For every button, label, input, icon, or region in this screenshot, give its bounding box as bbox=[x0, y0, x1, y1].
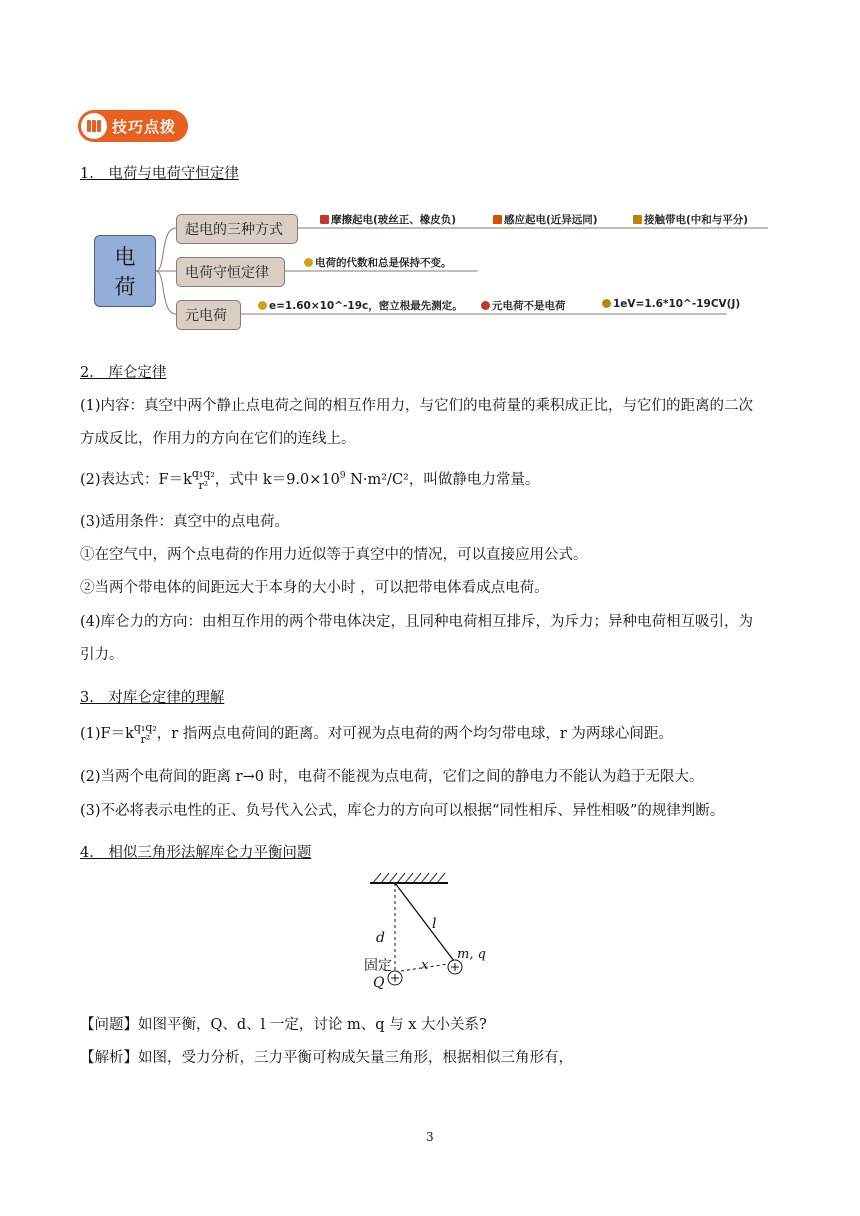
branch-conservation: 电荷守恒定律 bbox=[176, 257, 285, 287]
pendulum-figure bbox=[355, 868, 465, 994]
s2-conditions: (3)适用条件：真空中的点电荷。 bbox=[80, 514, 290, 530]
question: 【问题】如图平衡，Q、d、l 一定，讨论 m、q 与 x 大小关系? bbox=[80, 1017, 487, 1033]
note-not-a-charge: 元电荷不是电荷 bbox=[481, 298, 566, 313]
number-2-icon bbox=[493, 215, 502, 224]
face-icon bbox=[602, 299, 611, 308]
s2-condition-2: ②当两个带电体的间距远大于本身的大小时 ，可以把带电体看成点电荷。 bbox=[80, 580, 549, 596]
number-3-icon bbox=[633, 215, 642, 224]
s2-direction-line2: 引力。 bbox=[80, 647, 124, 663]
mindmap-root: 电荷 bbox=[94, 235, 156, 307]
number-1-icon bbox=[320, 215, 329, 224]
coulomb-fraction: q₁q₂ r² bbox=[133, 721, 157, 746]
section2-title: 2. 库仑定律 bbox=[80, 365, 167, 381]
smiley-icon bbox=[304, 258, 313, 267]
note-contact-charging: 接触带电(中和与平分) bbox=[633, 212, 748, 227]
label-m-q: m, q bbox=[457, 947, 486, 962]
s2-condition-1: ①在空气中，两个点电荷的作用力近似等于真空中的情况，可以直接应用公式。 bbox=[80, 547, 588, 563]
angry-face-icon bbox=[481, 301, 490, 310]
label-x: x bbox=[421, 958, 429, 973]
s2-content-line1: (1)内容：真空中两个静止点电荷之间的相互作用力，与它们的电荷量的乘积成正比，与它们的距离的二次 bbox=[80, 398, 754, 414]
note-induction-charging: 感应起电(近异远同) bbox=[493, 212, 598, 227]
smiley-icon bbox=[258, 301, 267, 310]
s3-point-1: (1)F＝k q₁q₂ r² ，r 指两点电荷间的距离。对可视为点电荷的两个均匀带电球，r 为两球心间距。 bbox=[80, 721, 673, 746]
s3-point-3: (3)不必将表示电性的正、负号代入公式，库仑力的方向可以根据“同性相斥、异性相吸”的规律判断。 bbox=[80, 803, 725, 819]
section1-title: 1. 电荷与电荷守恒定律 bbox=[80, 166, 239, 182]
label-l: l bbox=[432, 916, 437, 932]
s3-point-2: (2)当两个电荷间的距离 r→0 时，电荷不能视为点电荷，它们之间的静电力不能认为趋于无限大。 bbox=[80, 769, 704, 785]
note-friction-charging: 摩擦起电(玻丝正、橡皮负) bbox=[320, 212, 456, 227]
section4-title: 4. 相似三角形法解库仑力平衡问题 bbox=[80, 845, 312, 861]
label-d: d bbox=[376, 930, 385, 946]
page-number: 3 bbox=[426, 1130, 434, 1144]
note-conservation: 电荷的代数和总是保持不变。 bbox=[304, 255, 452, 270]
coulomb-fraction: q₁q₂ r² bbox=[191, 466, 215, 492]
analysis: 【解析】如图，受力分析，三力平衡可构成矢量三角形，根据相似三角形有， bbox=[80, 1050, 573, 1066]
section3-title: 3. 对库仑定律的理解 bbox=[80, 690, 225, 706]
s2-expression: (2)表达式：F＝k q₁q₂ r² ，式中 $k=9.0\times 10^9$ N·m²/C²，叫做静电力常量。 bbox=[80, 466, 540, 492]
s2-content-line2: 方成反比，作用力的方向在它们的连线上。 bbox=[80, 431, 356, 447]
badge-label: 技巧点拨 bbox=[112, 118, 177, 136]
s2-direction-line1: (4)库仑力的方向：由相互作用的两个带电体决定，且同种电荷相互排斥，为斥力；异种电荷相互吸引，为 bbox=[80, 614, 754, 630]
branch-elementary-charge: 元电荷 bbox=[176, 300, 241, 330]
branch-charging-methods: 起电的三种方式 bbox=[176, 214, 298, 244]
note-ev-conversion: 1eV=1.6*10^-19CV(J) bbox=[602, 298, 740, 310]
label-fixed: 固定 bbox=[364, 958, 392, 974]
label-Q: Q bbox=[373, 975, 385, 991]
note-elementary-value: e=1.60×10^-19c，密立根最先测定。 bbox=[258, 298, 463, 313]
